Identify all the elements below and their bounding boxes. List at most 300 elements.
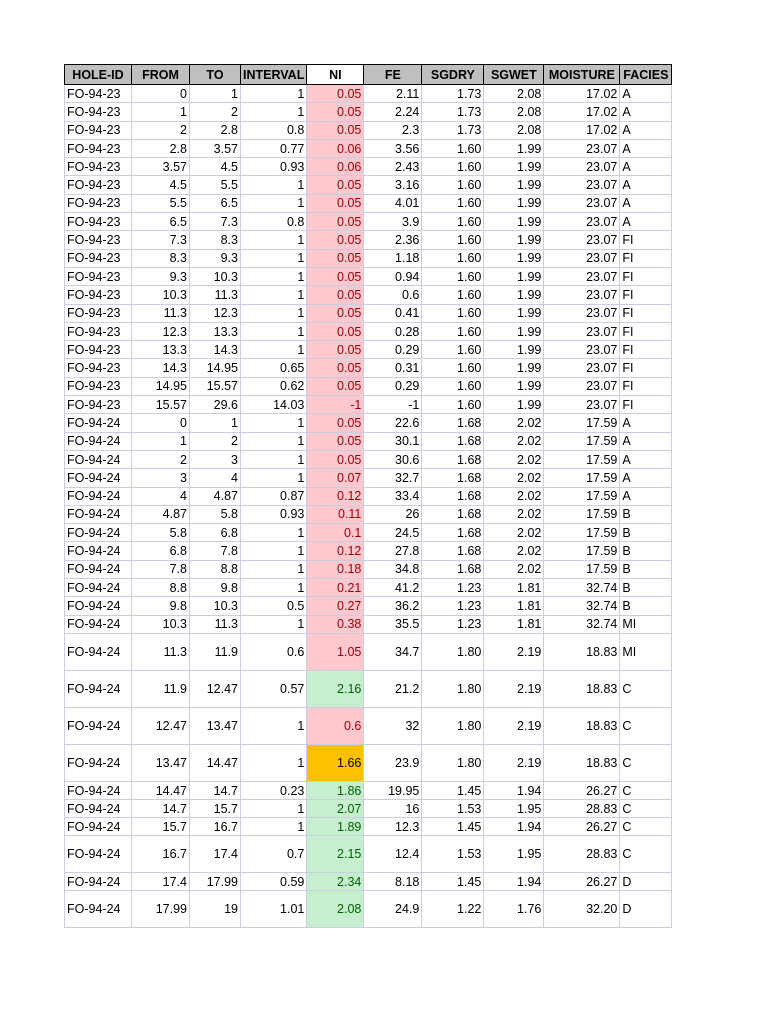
- cell-fe[interactable]: 24.5: [364, 524, 422, 542]
- header-sgdry[interactable]: SGDRY: [422, 65, 484, 85]
- cell-sgwet[interactable]: 2.19: [484, 707, 544, 744]
- cell-moisture[interactable]: 26.27: [544, 781, 620, 799]
- header-ni[interactable]: NI: [307, 65, 364, 85]
- cell-to[interactable]: 10.3: [190, 597, 241, 615]
- cell-to[interactable]: 3: [190, 450, 241, 468]
- cell-fe[interactable]: 2.43: [364, 158, 422, 176]
- cell-to[interactable]: 2: [190, 103, 241, 121]
- cell-to[interactable]: 12.47: [190, 670, 241, 707]
- cell-interval[interactable]: 0.59: [241, 873, 307, 891]
- cell-hole-id[interactable]: FO-94-24: [65, 450, 132, 468]
- cell-ni[interactable]: -1: [307, 396, 364, 414]
- cell-ni[interactable]: 1.05: [307, 633, 364, 670]
- cell-hole-id[interactable]: FO-94-23: [65, 231, 132, 249]
- cell-sgwet[interactable]: 2.08: [484, 85, 544, 103]
- cell-moisture[interactable]: 17.59: [544, 487, 620, 505]
- cell-ni[interactable]: 2.07: [307, 800, 364, 818]
- cell-moisture[interactable]: 23.07: [544, 213, 620, 231]
- cell-interval[interactable]: 0.93: [241, 505, 307, 523]
- cell-from[interactable]: 14.3: [132, 359, 190, 377]
- cell-hole-id[interactable]: FO-94-23: [65, 194, 132, 212]
- cell-sgwet[interactable]: 1.81: [484, 579, 544, 597]
- cell-to[interactable]: 5.8: [190, 505, 241, 523]
- cell-fe[interactable]: 21.2: [364, 670, 422, 707]
- cell-to[interactable]: 2: [190, 432, 241, 450]
- cell-sgdry[interactable]: 1.45: [422, 818, 484, 836]
- cell-interval[interactable]: 0.65: [241, 359, 307, 377]
- cell-hole-id[interactable]: FO-94-23: [65, 359, 132, 377]
- cell-sgwet[interactable]: 2.02: [484, 414, 544, 432]
- cell-to[interactable]: 13.3: [190, 322, 241, 340]
- cell-fe[interactable]: 2.36: [364, 231, 422, 249]
- cell-facies[interactable]: A: [620, 487, 672, 505]
- cell-hole-id[interactable]: FO-94-24: [65, 579, 132, 597]
- cell-fe[interactable]: 12.4: [364, 836, 422, 873]
- cell-facies[interactable]: FI: [620, 396, 672, 414]
- cell-interval[interactable]: 0.23: [241, 781, 307, 799]
- cell-from[interactable]: 12.3: [132, 322, 190, 340]
- cell-sgdry[interactable]: 1.80: [422, 670, 484, 707]
- cell-hole-id[interactable]: FO-94-23: [65, 121, 132, 139]
- cell-hole-id[interactable]: FO-94-23: [65, 158, 132, 176]
- cell-sgwet[interactable]: 1.95: [484, 836, 544, 873]
- cell-interval[interactable]: 1: [241, 286, 307, 304]
- cell-facies[interactable]: FI: [620, 249, 672, 267]
- cell-sgwet[interactable]: 2.02: [484, 505, 544, 523]
- cell-facies[interactable]: A: [620, 450, 672, 468]
- cell-hole-id[interactable]: FO-94-23: [65, 286, 132, 304]
- cell-moisture[interactable]: 23.07: [544, 322, 620, 340]
- cell-sgdry[interactable]: 1.60: [422, 396, 484, 414]
- cell-fe[interactable]: 0.29: [364, 341, 422, 359]
- cell-to[interactable]: 11.3: [190, 286, 241, 304]
- cell-moisture[interactable]: 23.07: [544, 359, 620, 377]
- cell-from[interactable]: 4.87: [132, 505, 190, 523]
- cell-fe[interactable]: 26: [364, 505, 422, 523]
- cell-sgdry[interactable]: 1.22: [422, 891, 484, 928]
- cell-moisture[interactable]: 23.07: [544, 231, 620, 249]
- cell-moisture[interactable]: 23.07: [544, 304, 620, 322]
- cell-hole-id[interactable]: FO-94-24: [65, 800, 132, 818]
- cell-moisture[interactable]: 23.07: [544, 267, 620, 285]
- cell-ni[interactable]: 0.05: [307, 414, 364, 432]
- cell-moisture[interactable]: 23.07: [544, 341, 620, 359]
- header-moisture[interactable]: MOISTURE: [544, 65, 620, 85]
- cell-from[interactable]: 9.8: [132, 597, 190, 615]
- cell-hole-id[interactable]: FO-94-24: [65, 744, 132, 781]
- cell-from[interactable]: 12.47: [132, 707, 190, 744]
- cell-sgdry[interactable]: 1.73: [422, 121, 484, 139]
- cell-hole-id[interactable]: FO-94-24: [65, 597, 132, 615]
- cell-moisture[interactable]: 23.07: [544, 286, 620, 304]
- cell-sgwet[interactable]: 1.99: [484, 396, 544, 414]
- cell-ni[interactable]: 0.05: [307, 341, 364, 359]
- cell-to[interactable]: 15.57: [190, 377, 241, 395]
- cell-from[interactable]: 4.5: [132, 176, 190, 194]
- cell-to[interactable]: 3.57: [190, 139, 241, 157]
- cell-interval[interactable]: 1: [241, 176, 307, 194]
- cell-from[interactable]: 4: [132, 487, 190, 505]
- cell-interval[interactable]: 1: [241, 542, 307, 560]
- cell-fe[interactable]: 0.31: [364, 359, 422, 377]
- cell-from[interactable]: 11.9: [132, 670, 190, 707]
- cell-moisture[interactable]: 17.02: [544, 121, 620, 139]
- cell-hole-id[interactable]: FO-94-23: [65, 249, 132, 267]
- cell-sgdry[interactable]: 1.60: [422, 213, 484, 231]
- cell-hole-id[interactable]: FO-94-23: [65, 341, 132, 359]
- cell-ni[interactable]: 0.05: [307, 322, 364, 340]
- cell-ni[interactable]: 2.15: [307, 836, 364, 873]
- cell-fe[interactable]: 22.6: [364, 414, 422, 432]
- cell-from[interactable]: 10.3: [132, 615, 190, 633]
- cell-sgdry[interactable]: 1.60: [422, 377, 484, 395]
- cell-hole-id[interactable]: FO-94-24: [65, 414, 132, 432]
- cell-hole-id[interactable]: FO-94-23: [65, 103, 132, 121]
- cell-hole-id[interactable]: FO-94-23: [65, 85, 132, 103]
- cell-ni[interactable]: 0.05: [307, 432, 364, 450]
- cell-moisture[interactable]: 18.83: [544, 670, 620, 707]
- cell-moisture[interactable]: 23.07: [544, 396, 620, 414]
- cell-from[interactable]: 11.3: [132, 633, 190, 670]
- cell-from[interactable]: 0: [132, 414, 190, 432]
- cell-sgwet[interactable]: 1.81: [484, 615, 544, 633]
- cell-to[interactable]: 29.6: [190, 396, 241, 414]
- cell-fe[interactable]: 23.9: [364, 744, 422, 781]
- cell-hole-id[interactable]: FO-94-24: [65, 818, 132, 836]
- cell-hole-id[interactable]: FO-94-24: [65, 781, 132, 799]
- cell-sgwet[interactable]: 2.02: [484, 469, 544, 487]
- cell-moisture[interactable]: 17.59: [544, 414, 620, 432]
- cell-interval[interactable]: 1: [241, 194, 307, 212]
- cell-to[interactable]: 14.47: [190, 744, 241, 781]
- cell-sgwet[interactable]: 1.99: [484, 213, 544, 231]
- cell-from[interactable]: 15.57: [132, 396, 190, 414]
- cell-sgdry[interactable]: 1.80: [422, 633, 484, 670]
- cell-moisture[interactable]: 18.83: [544, 633, 620, 670]
- header-hole-id[interactable]: HOLE-ID: [65, 65, 132, 85]
- cell-ni[interactable]: 0.38: [307, 615, 364, 633]
- cell-sgwet[interactable]: 2.02: [484, 560, 544, 578]
- cell-moisture[interactable]: 23.07: [544, 158, 620, 176]
- cell-hole-id[interactable]: FO-94-24: [65, 836, 132, 873]
- cell-hole-id[interactable]: FO-94-24: [65, 670, 132, 707]
- cell-fe[interactable]: 27.8: [364, 542, 422, 560]
- cell-facies[interactable]: MI: [620, 633, 672, 670]
- cell-from[interactable]: 7.8: [132, 560, 190, 578]
- cell-interval[interactable]: 0.5: [241, 597, 307, 615]
- cell-sgwet[interactable]: 1.99: [484, 341, 544, 359]
- cell-hole-id[interactable]: FO-94-23: [65, 304, 132, 322]
- cell-from[interactable]: 1: [132, 432, 190, 450]
- cell-sgwet[interactable]: 1.99: [484, 158, 544, 176]
- cell-facies[interactable]: A: [620, 158, 672, 176]
- cell-sgdry[interactable]: 1.60: [422, 231, 484, 249]
- cell-hole-id[interactable]: FO-94-24: [65, 560, 132, 578]
- cell-from[interactable]: 8.8: [132, 579, 190, 597]
- cell-facies[interactable]: A: [620, 121, 672, 139]
- cell-facies[interactable]: B: [620, 542, 672, 560]
- cell-sgwet[interactable]: 2.19: [484, 633, 544, 670]
- cell-to[interactable]: 7.3: [190, 213, 241, 231]
- cell-hole-id[interactable]: FO-94-24: [65, 873, 132, 891]
- cell-hole-id[interactable]: FO-94-24: [65, 615, 132, 633]
- cell-fe[interactable]: 41.2: [364, 579, 422, 597]
- cell-hole-id[interactable]: FO-94-23: [65, 322, 132, 340]
- cell-sgwet[interactable]: 1.81: [484, 597, 544, 615]
- cell-sgdry[interactable]: 1.60: [422, 341, 484, 359]
- cell-sgwet[interactable]: 2.02: [484, 487, 544, 505]
- cell-facies[interactable]: B: [620, 524, 672, 542]
- cell-hole-id[interactable]: FO-94-23: [65, 377, 132, 395]
- cell-moisture[interactable]: 28.83: [544, 836, 620, 873]
- cell-to[interactable]: 14.3: [190, 341, 241, 359]
- header-fe[interactable]: FE: [364, 65, 422, 85]
- cell-facies[interactable]: C: [620, 836, 672, 873]
- cell-facies[interactable]: A: [620, 414, 672, 432]
- cell-sgwet[interactable]: 2.08: [484, 121, 544, 139]
- cell-from[interactable]: 1: [132, 103, 190, 121]
- cell-sgdry[interactable]: 1.60: [422, 322, 484, 340]
- cell-from[interactable]: 15.7: [132, 818, 190, 836]
- cell-from[interactable]: 10.3: [132, 286, 190, 304]
- cell-to[interactable]: 7.8: [190, 542, 241, 560]
- cell-to[interactable]: 10.3: [190, 267, 241, 285]
- cell-interval[interactable]: 1: [241, 524, 307, 542]
- cell-hole-id[interactable]: FO-94-23: [65, 176, 132, 194]
- cell-to[interactable]: 4: [190, 469, 241, 487]
- cell-moisture[interactable]: 32.74: [544, 579, 620, 597]
- cell-from[interactable]: 5.8: [132, 524, 190, 542]
- cell-from[interactable]: 17.4: [132, 873, 190, 891]
- cell-fe[interactable]: 2.3: [364, 121, 422, 139]
- cell-sgwet[interactable]: 2.02: [484, 432, 544, 450]
- cell-interval[interactable]: 1: [241, 267, 307, 285]
- cell-facies[interactable]: A: [620, 432, 672, 450]
- cell-ni[interactable]: 0.05: [307, 286, 364, 304]
- cell-ni[interactable]: 0.06: [307, 158, 364, 176]
- cell-from[interactable]: 17.99: [132, 891, 190, 928]
- cell-facies[interactable]: C: [620, 707, 672, 744]
- cell-from[interactable]: 6.8: [132, 542, 190, 560]
- cell-to[interactable]: 2.8: [190, 121, 241, 139]
- cell-facies[interactable]: FI: [620, 341, 672, 359]
- cell-fe[interactable]: 32.7: [364, 469, 422, 487]
- cell-fe[interactable]: 0.28: [364, 322, 422, 340]
- cell-fe[interactable]: 12.3: [364, 818, 422, 836]
- cell-interval[interactable]: 1: [241, 707, 307, 744]
- cell-hole-id[interactable]: FO-94-23: [65, 139, 132, 157]
- cell-hole-id[interactable]: FO-94-24: [65, 469, 132, 487]
- cell-ni[interactable]: 0.6: [307, 707, 364, 744]
- cell-moisture[interactable]: 17.59: [544, 469, 620, 487]
- cell-moisture[interactable]: 32.74: [544, 615, 620, 633]
- cell-interval[interactable]: 1: [241, 469, 307, 487]
- cell-sgdry[interactable]: 1.68: [422, 524, 484, 542]
- cell-interval[interactable]: 1: [241, 85, 307, 103]
- cell-fe[interactable]: 19.95: [364, 781, 422, 799]
- cell-ni[interactable]: 0.05: [307, 121, 364, 139]
- cell-interval[interactable]: 1: [241, 450, 307, 468]
- cell-from[interactable]: 13.3: [132, 341, 190, 359]
- cell-sgwet[interactable]: 2.02: [484, 542, 544, 560]
- cell-interval[interactable]: 1: [241, 304, 307, 322]
- cell-moisture[interactable]: 23.07: [544, 139, 620, 157]
- cell-facies[interactable]: A: [620, 469, 672, 487]
- cell-facies[interactable]: FI: [620, 377, 672, 395]
- cell-facies[interactable]: D: [620, 891, 672, 928]
- cell-facies[interactable]: MI: [620, 615, 672, 633]
- cell-fe[interactable]: 8.18: [364, 873, 422, 891]
- cell-ni[interactable]: 2.08: [307, 891, 364, 928]
- cell-moisture[interactable]: 26.27: [544, 873, 620, 891]
- cell-ni[interactable]: 0.05: [307, 231, 364, 249]
- cell-interval[interactable]: 1: [241, 231, 307, 249]
- cell-facies[interactable]: A: [620, 213, 672, 231]
- cell-sgwet[interactable]: 1.94: [484, 873, 544, 891]
- header-sgwet[interactable]: SGWET: [484, 65, 544, 85]
- cell-ni[interactable]: 0.21: [307, 579, 364, 597]
- cell-ni[interactable]: 0.12: [307, 487, 364, 505]
- cell-ni[interactable]: 0.05: [307, 194, 364, 212]
- cell-facies[interactable]: C: [620, 818, 672, 836]
- cell-to[interactable]: 6.8: [190, 524, 241, 542]
- cell-ni[interactable]: 0.05: [307, 103, 364, 121]
- cell-interval[interactable]: 0.93: [241, 158, 307, 176]
- cell-fe[interactable]: -1: [364, 396, 422, 414]
- cell-sgdry[interactable]: 1.60: [422, 304, 484, 322]
- cell-interval[interactable]: 1: [241, 818, 307, 836]
- cell-interval[interactable]: 1: [241, 579, 307, 597]
- cell-sgwet[interactable]: 1.94: [484, 818, 544, 836]
- cell-sgwet[interactable]: 1.99: [484, 267, 544, 285]
- cell-fe[interactable]: 35.5: [364, 615, 422, 633]
- cell-sgdry[interactable]: 1.68: [422, 560, 484, 578]
- cell-to[interactable]: 4.5: [190, 158, 241, 176]
- cell-sgdry[interactable]: 1.53: [422, 800, 484, 818]
- cell-to[interactable]: 19: [190, 891, 241, 928]
- cell-moisture[interactable]: 17.59: [544, 542, 620, 560]
- cell-from[interactable]: 13.47: [132, 744, 190, 781]
- cell-moisture[interactable]: 18.83: [544, 744, 620, 781]
- cell-ni[interactable]: 0.05: [307, 450, 364, 468]
- cell-ni[interactable]: 0.05: [307, 213, 364, 231]
- cell-sgdry[interactable]: 1.68: [422, 414, 484, 432]
- cell-fe[interactable]: 16: [364, 800, 422, 818]
- cell-ni[interactable]: 0.27: [307, 597, 364, 615]
- cell-facies[interactable]: A: [620, 194, 672, 212]
- cell-fe[interactable]: 3.16: [364, 176, 422, 194]
- cell-moisture[interactable]: 32.74: [544, 597, 620, 615]
- cell-to[interactable]: 14.95: [190, 359, 241, 377]
- cell-ni[interactable]: 0.18: [307, 560, 364, 578]
- cell-sgwet[interactable]: 1.99: [484, 286, 544, 304]
- cell-sgwet[interactable]: 2.19: [484, 670, 544, 707]
- cell-from[interactable]: 16.7: [132, 836, 190, 873]
- cell-interval[interactable]: 0.77: [241, 139, 307, 157]
- cell-hole-id[interactable]: FO-94-24: [65, 707, 132, 744]
- cell-from[interactable]: 2: [132, 121, 190, 139]
- cell-hole-id[interactable]: FO-94-23: [65, 396, 132, 414]
- cell-fe[interactable]: 0.6: [364, 286, 422, 304]
- cell-interval[interactable]: 1: [241, 414, 307, 432]
- cell-sgdry[interactable]: 1.68: [422, 487, 484, 505]
- cell-interval[interactable]: 1: [241, 615, 307, 633]
- cell-fe[interactable]: 3.56: [364, 139, 422, 157]
- cell-interval[interactable]: 14.03: [241, 396, 307, 414]
- cell-sgdry[interactable]: 1.73: [422, 103, 484, 121]
- cell-hole-id[interactable]: FO-94-23: [65, 267, 132, 285]
- cell-from[interactable]: 9.3: [132, 267, 190, 285]
- cell-sgwet[interactable]: 1.99: [484, 359, 544, 377]
- cell-facies[interactable]: FI: [620, 304, 672, 322]
- cell-fe[interactable]: 30.6: [364, 450, 422, 468]
- cell-hole-id[interactable]: FO-94-24: [65, 505, 132, 523]
- cell-fe[interactable]: 2.11: [364, 85, 422, 103]
- cell-to[interactable]: 8.8: [190, 560, 241, 578]
- cell-facies[interactable]: C: [620, 800, 672, 818]
- cell-sgdry[interactable]: 1.60: [422, 194, 484, 212]
- cell-fe[interactable]: 34.7: [364, 633, 422, 670]
- cell-ni[interactable]: 0.05: [307, 304, 364, 322]
- cell-hole-id[interactable]: FO-94-24: [65, 891, 132, 928]
- cell-interval[interactable]: 1: [241, 744, 307, 781]
- cell-from[interactable]: 14.47: [132, 781, 190, 799]
- cell-interval[interactable]: 1: [241, 432, 307, 450]
- cell-moisture[interactable]: 28.83: [544, 800, 620, 818]
- cell-to[interactable]: 8.3: [190, 231, 241, 249]
- cell-to[interactable]: 13.47: [190, 707, 241, 744]
- cell-ni[interactable]: 0.11: [307, 505, 364, 523]
- cell-from[interactable]: 5.5: [132, 194, 190, 212]
- cell-sgdry[interactable]: 1.68: [422, 505, 484, 523]
- cell-sgdry[interactable]: 1.80: [422, 744, 484, 781]
- cell-hole-id[interactable]: FO-94-24: [65, 524, 132, 542]
- cell-facies[interactable]: C: [620, 670, 672, 707]
- cell-sgdry[interactable]: 1.23: [422, 615, 484, 633]
- cell-facies[interactable]: A: [620, 139, 672, 157]
- cell-sgdry[interactable]: 1.68: [422, 542, 484, 560]
- cell-from[interactable]: 7.3: [132, 231, 190, 249]
- cell-interval[interactable]: 1: [241, 249, 307, 267]
- cell-to[interactable]: 9.3: [190, 249, 241, 267]
- cell-ni[interactable]: 2.16: [307, 670, 364, 707]
- cell-sgdry[interactable]: 1.60: [422, 139, 484, 157]
- cell-facies[interactable]: A: [620, 85, 672, 103]
- cell-to[interactable]: 9.8: [190, 579, 241, 597]
- cell-sgwet[interactable]: 1.99: [484, 304, 544, 322]
- cell-fe[interactable]: 36.2: [364, 597, 422, 615]
- cell-moisture[interactable]: 23.07: [544, 176, 620, 194]
- cell-from[interactable]: 11.3: [132, 304, 190, 322]
- cell-from[interactable]: 6.5: [132, 213, 190, 231]
- cell-interval[interactable]: 0.87: [241, 487, 307, 505]
- cell-sgdry[interactable]: 1.60: [422, 176, 484, 194]
- cell-fe[interactable]: 33.4: [364, 487, 422, 505]
- cell-interval[interactable]: 0.8: [241, 213, 307, 231]
- cell-to[interactable]: 6.5: [190, 194, 241, 212]
- cell-sgwet[interactable]: 1.94: [484, 781, 544, 799]
- cell-sgdry[interactable]: 1.60: [422, 359, 484, 377]
- cell-sgdry[interactable]: 1.23: [422, 579, 484, 597]
- cell-to[interactable]: 14.7: [190, 781, 241, 799]
- cell-sgwet[interactable]: 1.99: [484, 176, 544, 194]
- cell-facies[interactable]: A: [620, 103, 672, 121]
- cell-sgwet[interactable]: 2.08: [484, 103, 544, 121]
- cell-moisture[interactable]: 26.27: [544, 818, 620, 836]
- cell-from[interactable]: 3: [132, 469, 190, 487]
- cell-interval[interactable]: 0.57: [241, 670, 307, 707]
- cell-sgdry[interactable]: 1.45: [422, 781, 484, 799]
